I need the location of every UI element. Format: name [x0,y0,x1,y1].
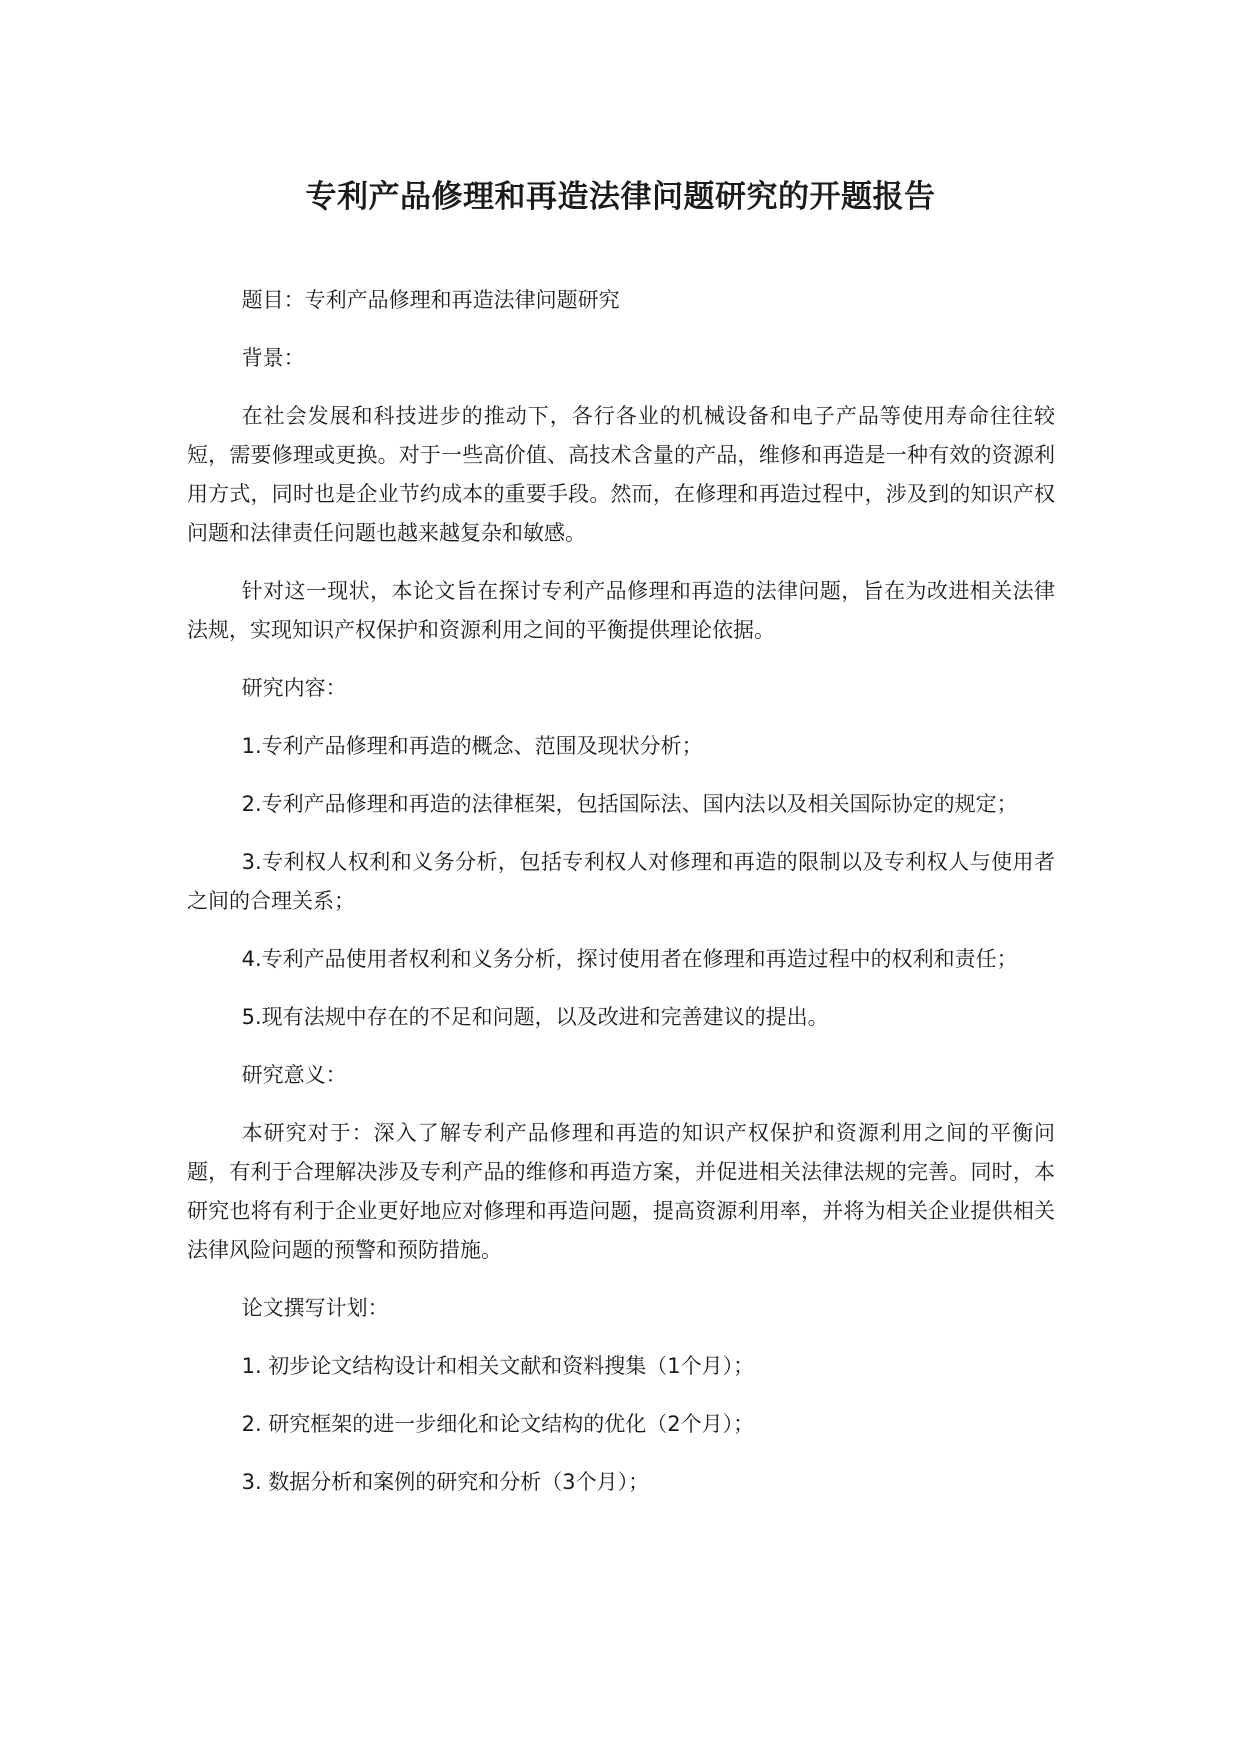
list-item-content-2: 2.专利产品修理和再造的法律框架，包括国际法、国内法以及相关国际协定的规定； [241,792,1018,816]
document-title: 专利产品修理和再造法律问题研究的开题报告 [305,179,936,215]
list-item-content-1: 1.专利产品修理和再造的概念、范围及现状分析； [241,734,703,758]
list-item-content-5: 5.现有法规中存在的不足和问题，以及改进和完善建议的提出。 [241,1005,829,1029]
paragraph-background: 在社会发展和科技进步的推动下，各行各业的机械设备和电子产品等使用寿命往往较短，需要修理或更换。对于一些高价值、高技术含量的产品，维修和再造是一种有效的资源利用方式，同时也是企业节约成本的重要手段。然而，在修理和再造过程中，涉及到的知识产权问题和法律责任问题也越来越复杂和敏感。 [187,404,1055,545]
list-item-plan-2: 2. 研究框架的进一步细化和论文结构的优化（2个月）； [241,1412,755,1436]
paragraph-background-heading: 背景： [241,346,305,370]
document-body [187,281,1055,1521]
list-item-plan-1: 1. 初步论文结构设计和相关文献和资料搜集（1个月）； [241,1354,755,1378]
list-item-content-3: 3.专利权人权利和义务分析，包括专利权人对修理和再造的限制以及专利权人与使用者之间的合理关系； [187,850,1055,913]
list-item-content-4: 4.专利产品使用者权利和义务分析，探讨使用者在修理和再造过程中的权利和责任； [241,947,1018,971]
paragraph-content-heading: 研究内容： [241,676,347,700]
paragraph-significance-heading: 研究意义： [241,1063,347,1087]
list-item-plan-3: 3. 数据分析和案例的研究和分析（3个月）； [241,1470,650,1494]
paragraph-significance: 本研究对于：深入了解专利产品修理和再造的知识产权保护和资源利用之间的平衡问题，有利于合理解决涉及专利产品的维修和再造方案，并促进相关法律法规的完善。同时，本研究也将有利于企业更好地应对修理和再造问题，提高资源利用率，并将为相关企业提供相关法律风险问题的预警和预防措施。 [187,1121,1055,1262]
paragraph-plan-heading: 论文撰写计划： [241,1296,389,1320]
paragraph-purpose: 针对这一现状，本论文旨在探讨专利产品修理和再造的法律问题，旨在为改进相关法律法规，实现知识产权保护和资源利用之间的平衡提供理论依据。 [187,579,1055,642]
paragraph-topic: 题目：专利产品修理和再造法律问题研究 [241,288,620,312]
